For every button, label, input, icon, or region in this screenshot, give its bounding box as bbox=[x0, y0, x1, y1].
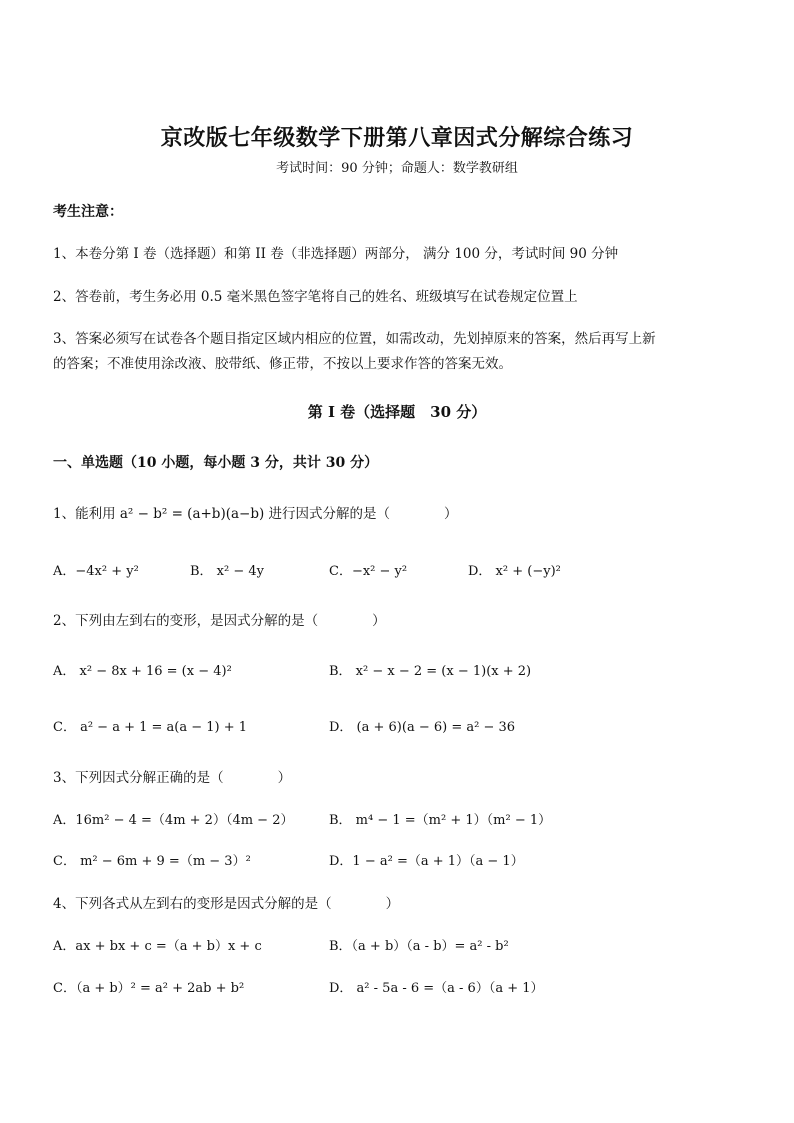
question-4-option-a: A．ax + bx + c =（a + b）x + c bbox=[53, 939, 262, 954]
question-2-option-b: B． x² − x − 2 = (x − 1)(x + 2) bbox=[329, 664, 532, 679]
question-2-option-a: A． x² − 8x + 16 = (x − 4)² bbox=[53, 664, 232, 679]
question-1-option-a: A．−4x² + y² bbox=[53, 564, 139, 579]
question-4-stem: 4、下列各式从左到右的变形是因式分解的是（ ） bbox=[53, 896, 400, 912]
question-3-option-c: C． m² − 6m + 9 =（m − 3）² bbox=[53, 854, 251, 869]
notice-item-1: 1、本卷分第 I 卷（选择题）和第 II 卷（非选择题）两部分， 满分 100 分，考试时间 90 分钟 bbox=[53, 246, 619, 262]
exam-info: 考试时间：90 分钟；命题人：数学教研组 bbox=[276, 161, 518, 176]
notice-heading: 考生注意： bbox=[53, 204, 123, 220]
document-title: 京改版七年级数学下册第八章因式分解综合练习 bbox=[160, 125, 634, 151]
question-1-stem: 1、能利用 a² − b² = (a+b)(a−b) 进行因式分解的是（ ） bbox=[53, 506, 458, 522]
notice-item-2: 2、答卷前，考生务必用 0.5 毫米黑色签字笔将自己的姓名、班级填写在试卷规定位置上 bbox=[53, 289, 578, 305]
question-3-option-a: A．16m² − 4 =（4m + 2）（4m − 2） bbox=[53, 813, 294, 828]
question-4-option-b: B．（a + b）（a - b）= a² - b² bbox=[329, 939, 509, 954]
question-3-stem: 3、下列因式分解正确的是（ ） bbox=[53, 770, 292, 786]
section-title: 第 I 卷（选择题 30 分） bbox=[307, 403, 487, 421]
question-4-option-d: D． a² - 5a - 6 =（a - 6）（a + 1） bbox=[329, 981, 544, 996]
question-3-option-d: D．1 − a² =（a + 1）（a − 1） bbox=[329, 854, 524, 869]
question-1-option-c: C．−x² − y² bbox=[329, 564, 408, 579]
question-1-option-b: B． x² − 4y bbox=[190, 564, 265, 579]
question-2-option-c: C． a² − a + 1 = a(a − 1) + 1 bbox=[53, 720, 248, 735]
question-4-option-c: C．（a + b）² = a² + 2ab + b² bbox=[53, 981, 245, 996]
part-title: 一、单选题（10 小题，每小题 3 分，共计 30 分） bbox=[53, 455, 379, 471]
question-3-option-b: B． m⁴ − 1 =（m² + 1）（m² − 1） bbox=[329, 813, 552, 828]
question-2-stem: 2、下列由左到右的变形，是因式分解的是（ ） bbox=[53, 613, 386, 629]
notice-item-3: 3、答案必须写在试卷各个题目指定区域内相应的位置，如需改动，先划掉原来的答案，然后再写上新 bbox=[53, 331, 656, 347]
question-2-option-d: D． (a + 6)(a − 6) = a² − 36 bbox=[329, 720, 516, 735]
question-1-option-d: D． x² + (−y)² bbox=[468, 564, 561, 579]
notice-item-3-cont: 的答案；不准使用涂改液、胶带纸、修正带，不按以上要求作答的答案无效。 bbox=[53, 356, 512, 372]
